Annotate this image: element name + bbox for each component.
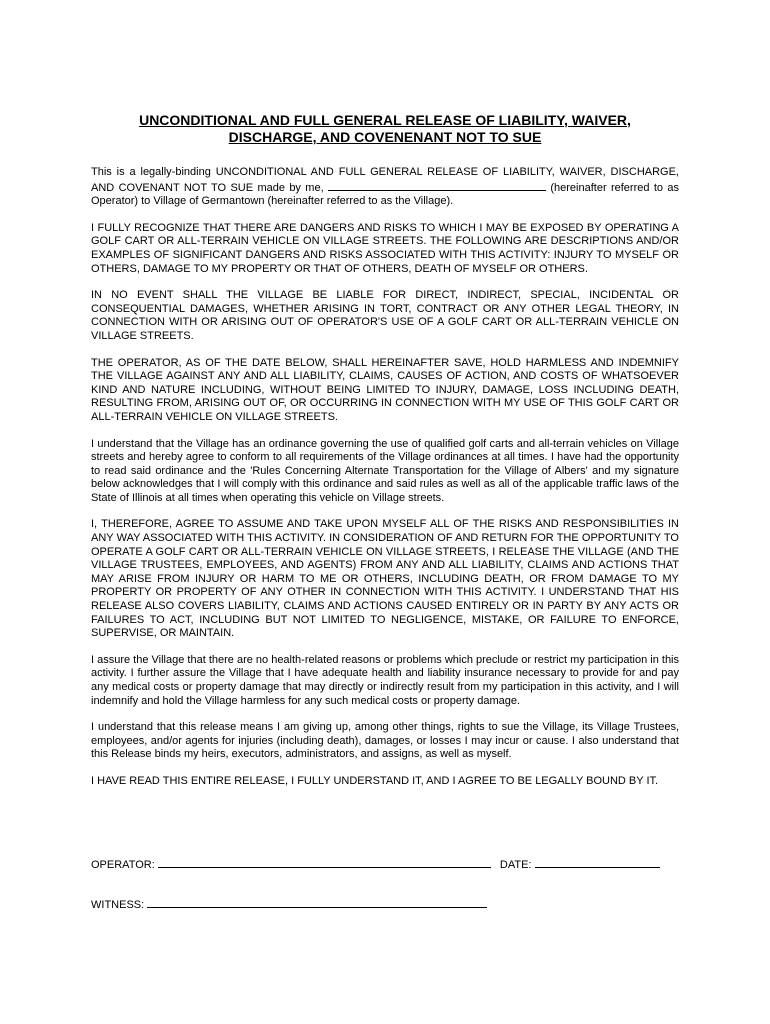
paragraph-acknowledgement: I HAVE READ THIS ENTIRE RELEASE, I FULLY UNDERSTAND IT, AND I AGREE TO BE LEGALLY BOUND BY IT. [91,774,659,787]
operator-name-blank[interactable] [328,180,546,191]
operator-label: OPERATOR: [91,859,155,871]
date-label: DATE: [499,859,532,871]
paragraph-intro: This is a legally-binding UNCONDITIONAL AND FULL GENERAL RELEASE OF LIABILITY, WAIVER, DISCHARGE, AND COVENANT NOT TO SUE made by me, (hereinafter referred to as Operator) to Village of Germantown (hereinafter referred to as the Village). [91,166,679,208]
paragraph-dangers: I FULLY RECOGNIZE THAT THERE ARE DANGERS AND RISKS TO WHICH I MAY BE EXPOSED BY OPERATING A GOLF CART OR ALL-TERRAIN VEHICLE ON VILLAGE STREETS. THE FOLLOWING ARE DESCRIPTIONS AND/OR EXAMPLES OF SIGNIFICANT DANGERS AND RISKS ASSOCIATED WITH THIS ACTIVITY: INJURY TO MYSELF OR OTHERS, DAMAGE TO MY PROPERTY OR THAT OF OTHERS, DEATH OF MYSELF OR OTHERS. [91,221,679,275]
document-body [91,166,679,789]
paragraph-ordinance: I understand that the Village has an ordinance governing the use of qualified golf carts and all-terrain vehicles on Village streets and hereby agree to conform to all requirements of the Village ordinances at all times. I have had the opportunity to read said ordinance and the 'Rules Concerning Alternate Transportation for the Village of Albers' and my signature below acknowledges that I will comply with this ordinance and said rules as well as all of the applicable traffic laws of the State of Illinois at all times when operating this vehicle on Village streets. [91,437,679,504]
paragraph-indemnify: THE OPERATOR, AS OF THE DATE BELOW, SHALL HEREINAFTER SAVE, HOLD HARMLESS AND INDEMNIFY THE VILLAGE AGAINST ANY AND ALL LIABILITY, CLAIMS, CAUSES OF ACTION, AND COSTS OF WHATSOEVER KIND AND NATURE INCLUDING, WITHOUT BEING LIMITED TO INJURY, DAMAGE, LOSS INCLUDING DEATH, RESULTING FROM, ARISING OUT OF, OR OCCURRING IN CONNECTION WITH MY USE OF THIS GOLF CART OR ALL-TERRAIN VEHICLE ON VILLAGE STREETS. [91,356,679,423]
witness-signature-line[interactable] [147,897,487,908]
witness-signature-row [91,897,487,912]
title-line-2: DISCHARGE, AND COVENENANT NOT TO SUE [228,129,542,145]
paragraph-no-liability: IN NO EVENT SHALL THE VILLAGE BE LIABLE FOR DIRECT, INDIRECT, SPECIAL, INCIDENTAL OR CONSEQUENTIAL DAMAGES, WHETHER ARISING IN TORT, CONTRACT OR ANY OTHER LEGAL THEORY, IN CONNECTION WITH OR ARISING OUT OF OPERATOR'S USE OF A GOLF CART OR ALL-TERRAIN VEHICLE ON VILLAGE STREETS. [91,289,679,342]
paragraph-assume-risk: I, THEREFORE, AGREE TO ASSUME AND TAKE UPON MYSELF ALL OF THE RISKS AND RESPONSIBILITIES IN ANY WAY ASSOCIATED WITH THIS ACTIVITY. IN CONSIDERATION OF AND RETURN FOR THE OPPORTUNITY TO OPERATE A GOLF CART OR ALL-TERRAIN VEHICLE ON VILLAGE STREETS, I RELEASE THE VILLAGE (AND THE VILLAGE TRUSTEES, EMPLOYEES, AND AGENTS) FROM ANY AND ALL LIABILITY, CLAIMS AND ACTIONS THAT MAY ARISE FROM INJURY OR HARM TO ME OR OTHERS, INCLUDING DEATH, OR FROM DAMAGE TO MY PROPERTY OR PROPERTY OF ANY OTHER IN CONNECTION WITH THIS ACTIVITY. I UNDERSTAND THAT HIS RELEASE ALSO COVERS LIABILITY, CLAIMS AND ACTIONS CAUSED ENTIRELY OR IN PARTY BY ANY ACTS OR FAILURES TO ACT, INCLUDING BUT NOT LIMITED TO NEGLIGENCE, MISTAKE, OR FAILURE TO ENFORCE, SUPERVISE, OR MAINTAIN. [91,518,679,640]
title-line-1: UNCONDITIONAL AND FULL GENERAL RELEASE OF LIABILITY, WAIVER, [139,112,631,128]
document-title [91,0,679,146]
operator-signature-line[interactable] [158,857,491,868]
witness-label: WITNESS: [91,899,145,911]
date-line[interactable] [535,857,660,868]
paragraph-health: I assure the Village that there are no health-related reasons or problems which preclude or restrict my participation in this activity. I further assure the Village that I have adequate health and liability insurance necessary to provide for and pay any medical costs or property damage that may directly or indirectly result from my participation in this activity, and I will indemnify and hold the Village harmless for any such medical costs or property damage. [91,653,679,707]
paragraph-rights: I understand that this release means I am giving up, among other things, rights to sue the Village, its Village Trustees, employees, and/or agents for injuries (including death), damages, or losses I may incur or cause. I also understand that this Release binds my heirs, executors, administrators, and assigns, as well as myself. [91,721,679,761]
operator-signature-row [91,857,660,872]
